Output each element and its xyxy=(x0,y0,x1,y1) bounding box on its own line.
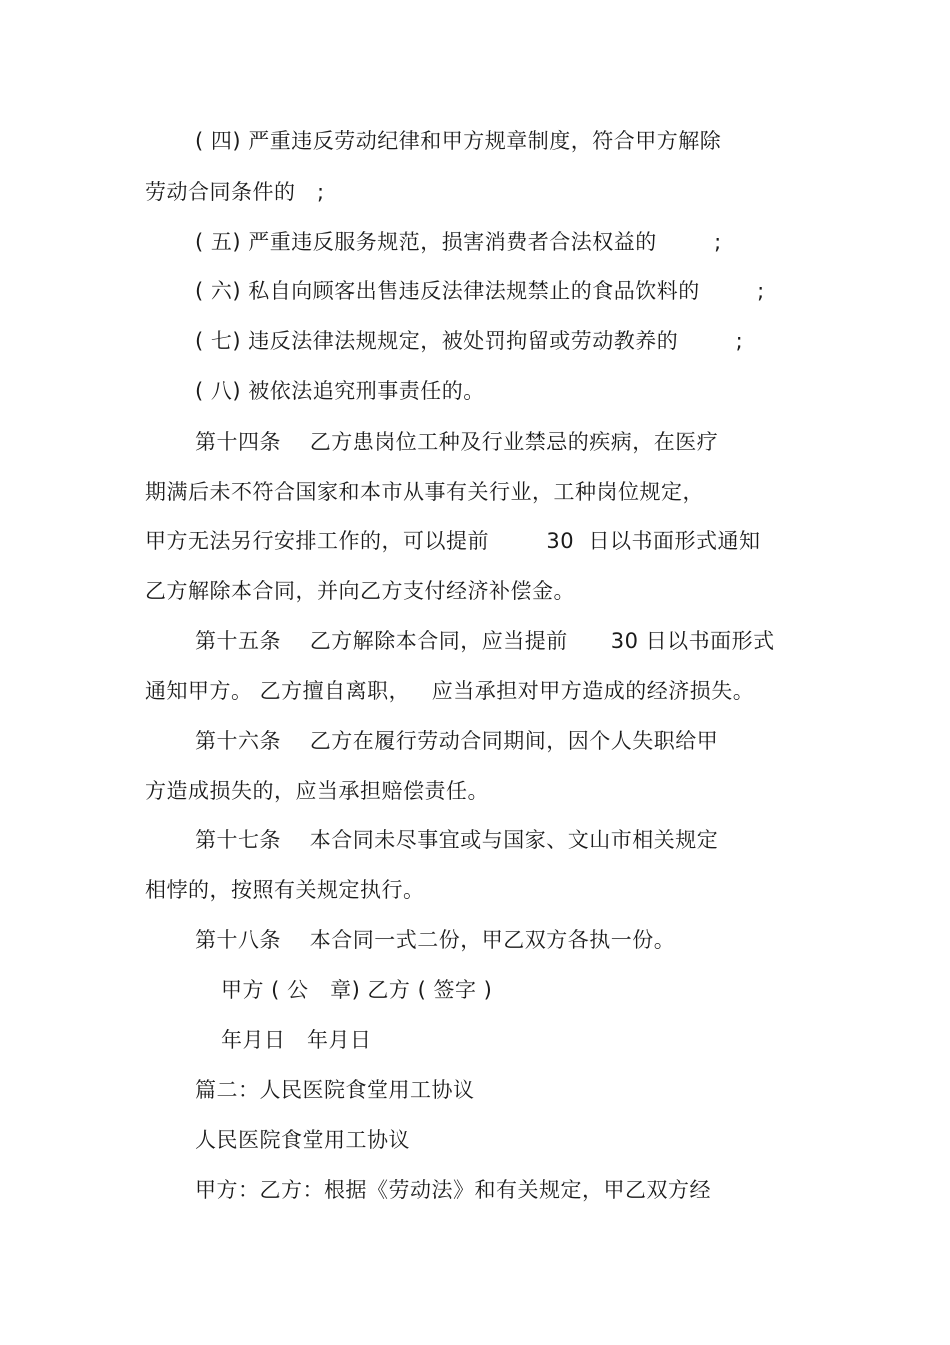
article-18: 第十八条 本合同一式二份，甲乙双方各执一份。 xyxy=(195,928,676,952)
clause-item-6: ( 六) 私自向顾客出售违反法律法规禁止的食品饮料的 ; xyxy=(195,279,765,303)
article-14-line-1: 第十四条 乙方患岗位工种及行业禁忌的疾病，在医疗 xyxy=(195,430,719,454)
article-14-line-4: 乙方解除本合同，并向乙方支付经济补偿金。 xyxy=(145,579,575,603)
article-16-line-1: 第十六条 乙方在履行劳动合同期间，因个人失职给甲 xyxy=(195,729,719,753)
article-15-line-1: 第十五条 乙方解除本合同，应当提前 30 日以书面形式 xyxy=(195,629,775,653)
article-16-line-2: 方造成损失的，应当承担赔偿责任。 xyxy=(145,779,489,803)
agreement-intro: 甲方：乙方：根据《劳动法》和有关规定，甲乙双方经 xyxy=(195,1178,711,1202)
clause-item-4-line-1: ( 四) 严重违反劳动纪律和甲方规章制度，符合甲方解除 xyxy=(195,129,722,153)
article-17-line-1: 第十七条 本合同未尽事宜或与国家、文山市相关规定 xyxy=(195,828,719,852)
article-17-line-2: 相悖的，按照有关规定执行。 xyxy=(145,878,425,902)
article-14-line-3: 甲方无法另行安排工作的，可以提前 30 日以书面形式通知 xyxy=(145,529,761,553)
article-15-line-2: 通知甲方。 乙方擅自离职， 应当承担对甲方造成的经济损失。 xyxy=(145,679,755,703)
agreement-title: 人民医院食堂用工协议 xyxy=(195,1128,410,1152)
clause-item-7: ( 七) 违反法律法规规定，被处罚拘留或劳动教养的 ; xyxy=(195,329,744,353)
clause-item-8: ( 八) 被依法追究刑事责任的。 xyxy=(195,379,485,403)
signature-dates: 年月日 年月日 xyxy=(221,1028,372,1052)
signature-parties: 甲方 ( 公 章) 乙方 ( 签字 ) xyxy=(221,978,493,1002)
clause-item-5: ( 五) 严重违反服务规范，损害消费者合法权益的 ; xyxy=(195,230,722,254)
article-14-line-2: 期满后未不符合国家和本市从事有关行业，工种岗位规定， xyxy=(145,480,704,504)
clause-item-4-line-2: 劳动合同条件的 ; xyxy=(145,180,325,204)
section-heading: 篇二：人民医院食堂用工协议 xyxy=(195,1078,475,1102)
